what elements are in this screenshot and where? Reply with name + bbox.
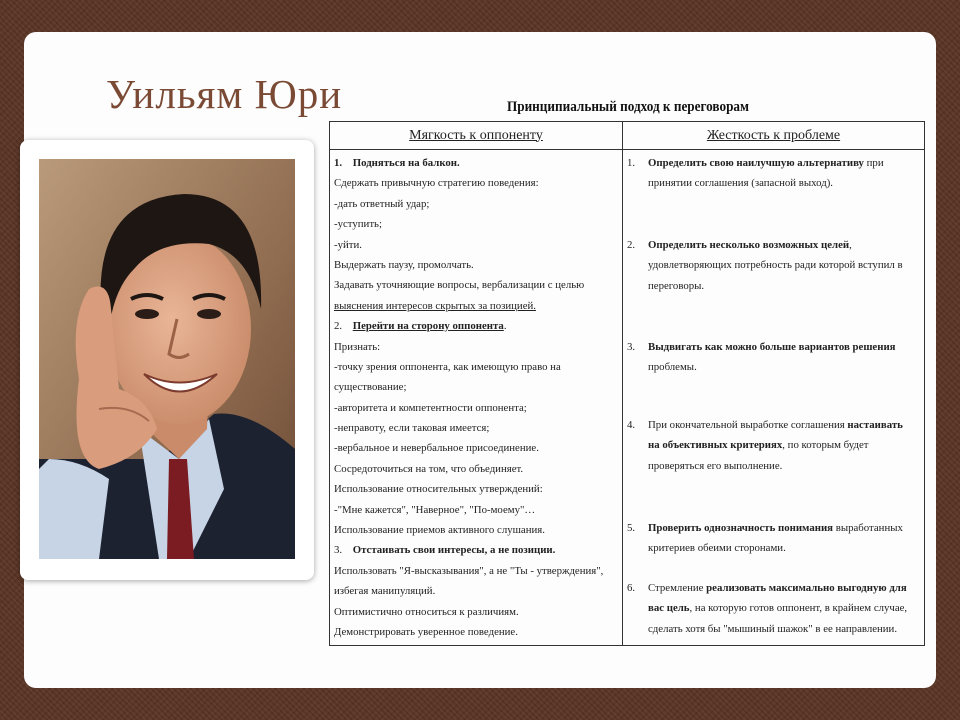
column-header-hardness: Жесткость к проблеме bbox=[623, 122, 925, 150]
slide-title: Уильям Юри bbox=[106, 71, 343, 117]
principle-heading: Перейти на сторону оппонента bbox=[352, 320, 504, 333]
principle-heading: Отстаивать свои интересы, а не позиции. bbox=[352, 544, 556, 557]
hardness-cell: 1. Определить свою наилучшую альтернативу при принятии соглашения (запасной выход). 2. Определить несколько возможных целей, удовлетворяющих потребность ради которой вступил в переговоры. 3. Выдвигать как можно больше вариантов решения проблемы. 4. При окончательной выработке соглашения настаивать на объективных критериях, по которым будет проверяться его выполнение. 5. Проверить однозначность понимания выработанных критериев обеими сторонами. 6. Стремление реализовать максимально выгодную для вас цель, на которую готов оппонент, в крайнем случае, сделать хотя бы "мышиный шажок" в ее направлении. bbox=[623, 150, 925, 646]
text-line: выяснения интересов скрытых за позицией. bbox=[334, 299, 536, 312]
negotiation-table bbox=[329, 121, 925, 646]
text-line: Использование приемов активного слушания. bbox=[334, 524, 545, 537]
text-line: Признать: bbox=[334, 340, 381, 353]
text-line: Демонстрировать уверенное поведение. bbox=[334, 625, 518, 638]
text-line: -дать ответный удар; bbox=[334, 197, 430, 210]
slide bbox=[24, 32, 936, 688]
text-line: Выдержать паузу, промолчать. bbox=[334, 258, 474, 271]
softness-cell: 1. Подняться на балкон. Сдержать привычную стратегию поведения: -дать ответный удар; -уступить; -уйти. Выдержать паузу, промолчать. Задавать уточняющие вопросы, вербализации с целью выяснения интересов скрытых за позицией. 2. Перейти на сторону оппонента. Признать: -точку зрения оппонента, как имеющую право на существование; -авторитета и компетентности оппонента; -неправоту, если таковая имеется; -вербальное и невербальное присоединение. Сосредоточиться на том, что объединяет. Использование относительных утверждений: -"Мне кажется", "Наверное", "По-моему"… Использование приемов активного слушания. 3. Отстаивать свои интересы, а не позиции. Использовать "Я-высказывания", а не "Ты - утверждения", избегая манипуляций. Оптимистично относиться к различиям. Демонстрировать уверенное поведение. bbox=[330, 150, 623, 646]
text-line: Использовать "Я-высказывания", а не "Ты - утверждения", bbox=[334, 564, 604, 577]
text-line: Сосредоточиться на том, что объединяет. bbox=[334, 462, 524, 475]
text-line: Задавать уточняющие вопросы, вербализации с целью bbox=[334, 279, 585, 292]
text-line: существование; bbox=[334, 381, 407, 394]
text-line: -уступить; bbox=[334, 218, 382, 231]
text-line: -точку зрения оппонента, как имеющую право на bbox=[334, 360, 561, 373]
portrait-frame bbox=[20, 140, 314, 580]
text-line: -"Мне кажется", "Наверное", "По-моему"… bbox=[334, 503, 536, 516]
table-title: Принципиальный подход к переговорам bbox=[506, 99, 750, 115]
item-number: 3. bbox=[334, 544, 343, 557]
text-line: Использование относительных утверждений: bbox=[334, 483, 543, 496]
text-line: -авторитета и компетентности оппонента; bbox=[334, 401, 527, 414]
text-line: избегая манипуляций. bbox=[334, 585, 436, 598]
text-line: -уйти. bbox=[334, 238, 362, 251]
column-header-softness: Мягкость к оппоненту bbox=[330, 122, 623, 150]
text-line: Оптимистично относиться к различиям. bbox=[334, 605, 519, 618]
principle-heading: Подняться на балкон. bbox=[352, 157, 460, 169]
text-line: Сдержать привычную стратегию поведения: bbox=[334, 177, 539, 190]
text-line: -неправоту, если таковая имеется; bbox=[334, 422, 490, 435]
portrait-photo bbox=[39, 159, 295, 559]
item-number: 2. bbox=[334, 320, 343, 333]
text-line: -вербальное и невербальное присоединение. bbox=[334, 442, 539, 455]
item-number: 1. bbox=[334, 157, 343, 169]
